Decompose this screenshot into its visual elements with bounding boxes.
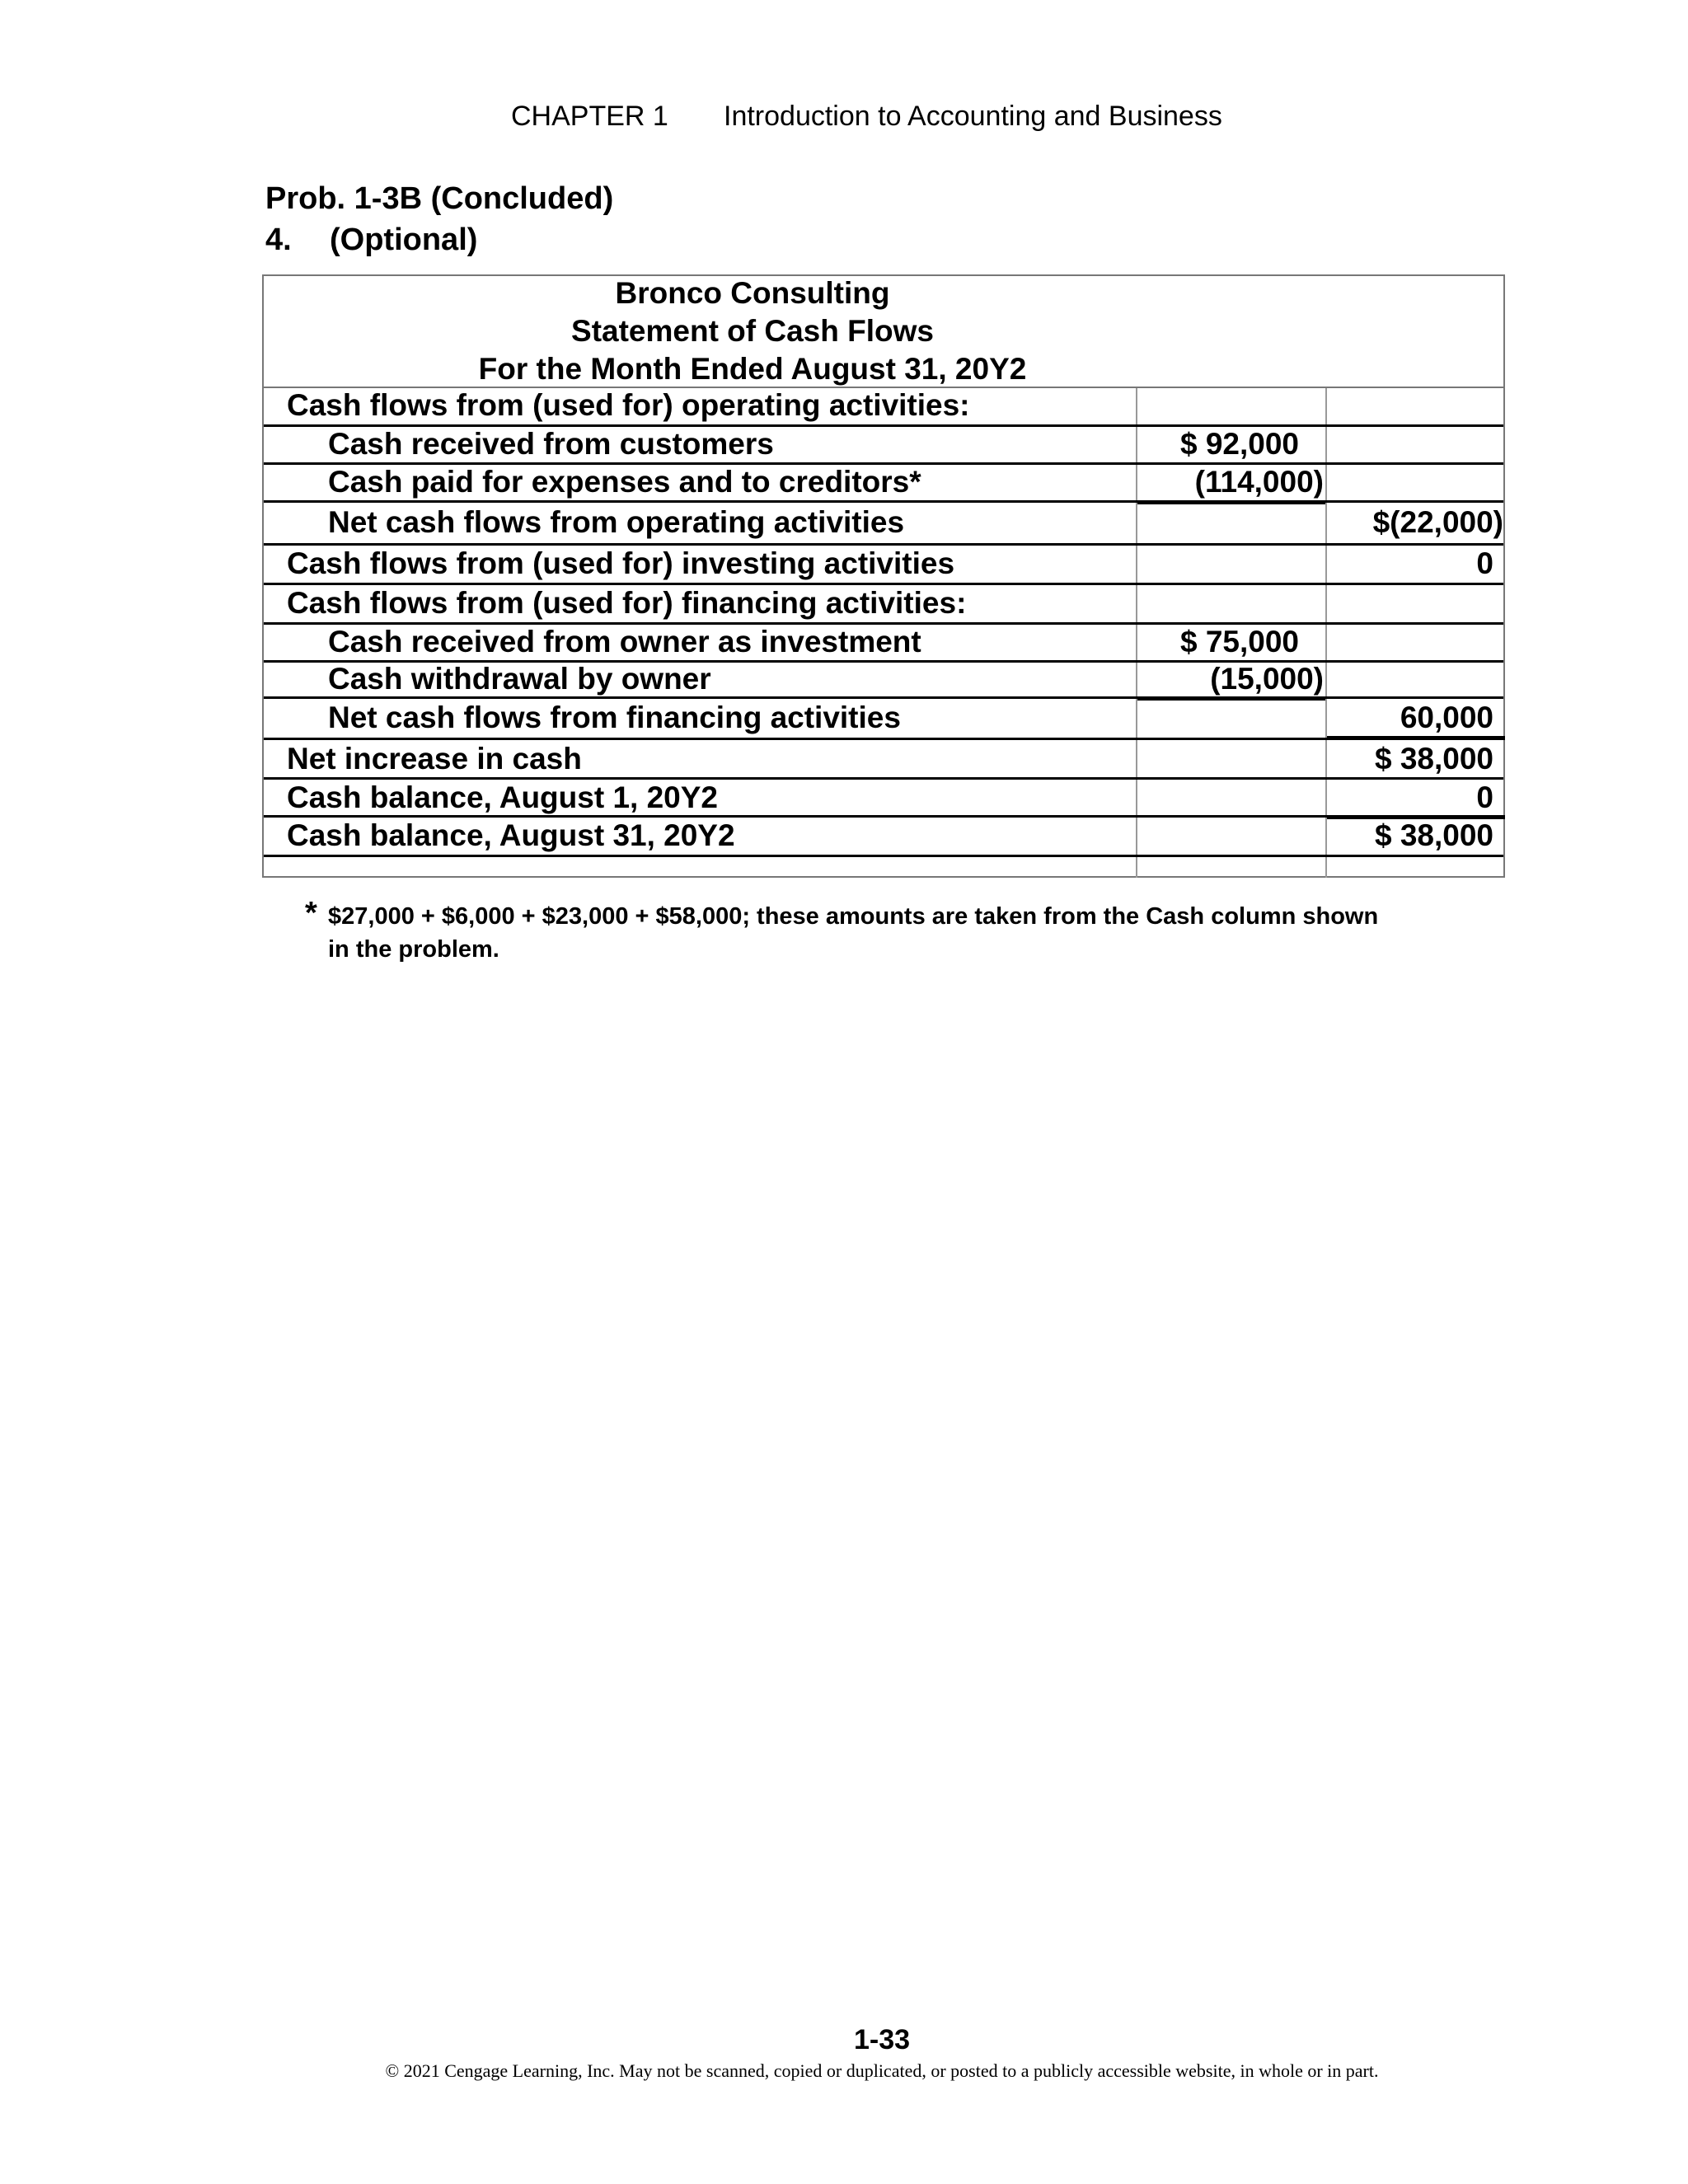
chapter-title: Introduction to Accounting and Business — [724, 101, 1222, 132]
row-label: Cash balance, August 1, 20Y2 — [287, 780, 718, 814]
amount-col2: $ 38,000 — [1374, 818, 1493, 852]
row-label: Cash flows from (used for) financing activities: — [287, 586, 967, 620]
problem-title: Prob. 1-3B (Concluded) — [265, 181, 614, 216]
statement-name: Statement of Cash Flows — [571, 314, 934, 348]
statement-period: For the Month Ended August 31, 20Y2 — [478, 352, 1027, 386]
row-divider — [264, 777, 1503, 780]
row-divider — [264, 815, 1503, 818]
row-label: Cash withdrawal by owner — [328, 662, 711, 696]
row-divider — [264, 543, 1503, 546]
row-label: Net cash flows from financing activities — [328, 701, 901, 734]
row-label: Cash flows from (used for) investing activities — [287, 546, 955, 580]
footnote-line-1: $27,000 + $6,000 + $23,000 + $58,000; these amounts are taken from the Cash column shown — [328, 903, 1379, 930]
row-label: Cash balance, August 31, 20Y2 — [287, 818, 735, 852]
footnote-marker: * — [305, 896, 317, 930]
amount-col2: $ 38,000 — [1374, 742, 1493, 776]
subtotal-rule — [1137, 696, 1325, 701]
part-number: 4. — [265, 223, 292, 257]
amount-col2: 0 — [1476, 546, 1493, 580]
part-label: (Optional) — [330, 223, 478, 257]
problem-part — [265, 223, 477, 258]
amount-col1: (15,000) — [1210, 662, 1324, 696]
amount-col2: $(22,000) — [1372, 505, 1503, 539]
subtotal-rule — [1137, 500, 1325, 504]
amount-col2: 60,000 — [1400, 701, 1493, 734]
chapter-label: CHAPTER 1 — [511, 101, 668, 132]
row-label: Net increase in cash — [287, 742, 582, 776]
row-label: Cash received from customers — [328, 427, 774, 461]
row-label: Cash flows from (used for) operating activities: — [287, 388, 970, 422]
row-label: Cash received from owner as investment — [328, 625, 921, 658]
amount-col1: $ 92,000 — [1179, 427, 1299, 461]
copyright-notice: © 2021 Cengage Learning, Inc. May not be scanned, copied or duplicated, or posted to a publicly accessible website, in whole or in part. — [385, 2060, 1379, 2081]
amount-col1: $ 75,000 — [1179, 625, 1299, 658]
row-label: Net cash flows from operating activities — [328, 505, 905, 539]
row-divider — [264, 583, 1503, 585]
footnote-line-2: in the problem. — [328, 936, 499, 963]
amount-col1: (114,000) — [1194, 465, 1324, 499]
amount-col2: 0 — [1476, 780, 1493, 814]
cash-flow-statement — [262, 274, 1505, 878]
row-label: Cash paid for expenses and to creditors* — [328, 465, 921, 499]
row-divider — [264, 738, 1503, 740]
statement-company: Bronco Consulting — [615, 276, 890, 310]
row-divider — [264, 855, 1503, 857]
subtotal-rule — [1327, 736, 1505, 740]
page-number: 1-33 — [853, 2024, 911, 2055]
